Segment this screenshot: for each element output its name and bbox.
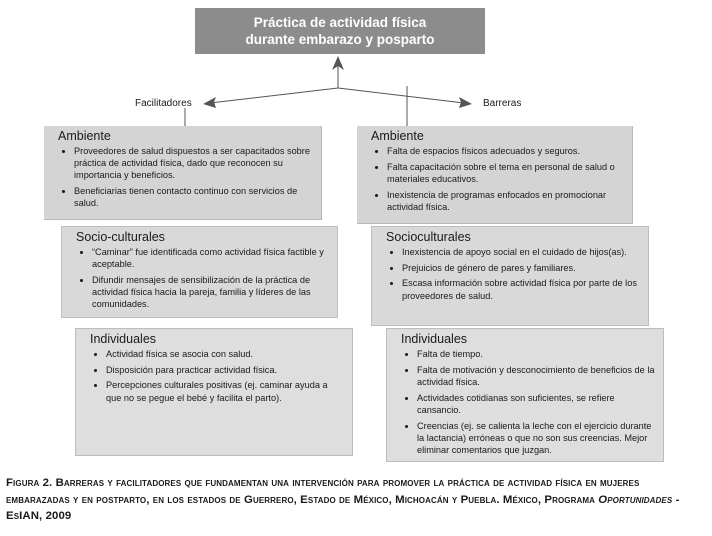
left-individuales-heading: Individuales	[90, 332, 157, 346]
caption-italic: Oportunidades	[598, 493, 673, 506]
list-item: • Inexistencia de programas enfocados en promocionar actividad física.	[387, 189, 624, 213]
list-item: • “Caminar” fue identificada como actividad física factible y aceptable.	[92, 246, 329, 270]
caption-prefix: Figura 2. Barreras y facilitadores que fundamentan una intervención para promover la práctica de actividad física en mujeres embarazadas y en postparto, en los estados de Guerrero, Estado de México, Michoacán y Puebla. México, Programa	[6, 477, 640, 506]
left-ambiente-heading: Ambiente	[58, 129, 111, 143]
right-ambiente-box	[357, 126, 633, 224]
list-item: • Falta capacitación sobre el tema en personal de salud o materiales educativos.	[387, 161, 624, 185]
connector-arrows	[0, 0, 712, 140]
list-item: • Disposición para practicar actividad física.	[106, 364, 344, 376]
right-individuales-heading: Individuales	[401, 332, 468, 346]
list-item: • Percepciones culturales positivas (ej. caminar ayuda a que no se pegue el bebé y facilita el parto).	[106, 379, 344, 403]
list-item: • Falta de espacios físicos adecuados y seguros.	[387, 145, 624, 157]
barreras-label: Barreras	[483, 98, 522, 109]
caption-suffix: - EsIAN, 2009	[6, 493, 680, 522]
list-item: • Actividades cotidianas son suficientes, se refiere cansancio.	[417, 392, 655, 416]
left-socio-box	[61, 226, 338, 318]
right-socio-heading: Socioculturales	[386, 230, 471, 244]
list-item: • Creencias (ej. se calienta la leche con el ejercicio durante la lactancia) erróneas o que no son sus creencias. Mejor eliminar comentarios que juzgan.	[417, 420, 655, 457]
right-branch-line	[338, 88, 464, 103]
list-item: • Falta de tiempo.	[417, 348, 655, 360]
figure-caption	[6, 475, 706, 525]
facilitadores-label: Facilitadores	[135, 98, 192, 109]
right-ambiente-heading: Ambiente	[371, 129, 424, 143]
left-individuales-box	[75, 328, 353, 456]
list-item: • Difundir mensajes de sensibilización de la práctica de actividad física hacia la pareja, familia y líderes de las comunidades.	[92, 274, 329, 311]
list-item: • Actividad física se asocia con salud.	[106, 348, 344, 360]
list-item: • Beneficiarias tienen contacto continuo con servicios de salud.	[74, 185, 313, 209]
right-individuales-box	[386, 328, 664, 462]
right-arrowhead	[459, 97, 472, 108]
list-item: • Escasa información sobre actividad física por parte de los proveedores de salud.	[402, 277, 640, 301]
list-item: • Inexistencia de apoyo social en el cuidado de hijos(as).	[402, 246, 640, 258]
left-ambiente-box	[44, 126, 322, 220]
left-arrowhead	[203, 97, 216, 108]
left-socio-heading: Socio-culturales	[76, 230, 165, 244]
list-item: • Prejuicios de género de pares y familiares.	[402, 262, 640, 274]
list-item: • Proveedores de salud dispuestos a ser capacitados sobre práctica de actividad física, dado que reconocen su importancia y beneficios.	[74, 145, 313, 182]
left-branch-line	[210, 88, 338, 103]
title-line-2: durante embarazo y posparto	[245, 32, 435, 47]
right-socio-box	[371, 226, 649, 326]
list-item: • Falta de motivación y desconocimiento de beneficios de la actividad física.	[417, 364, 655, 388]
title-line-1: Práctica de actividad física	[253, 15, 427, 30]
